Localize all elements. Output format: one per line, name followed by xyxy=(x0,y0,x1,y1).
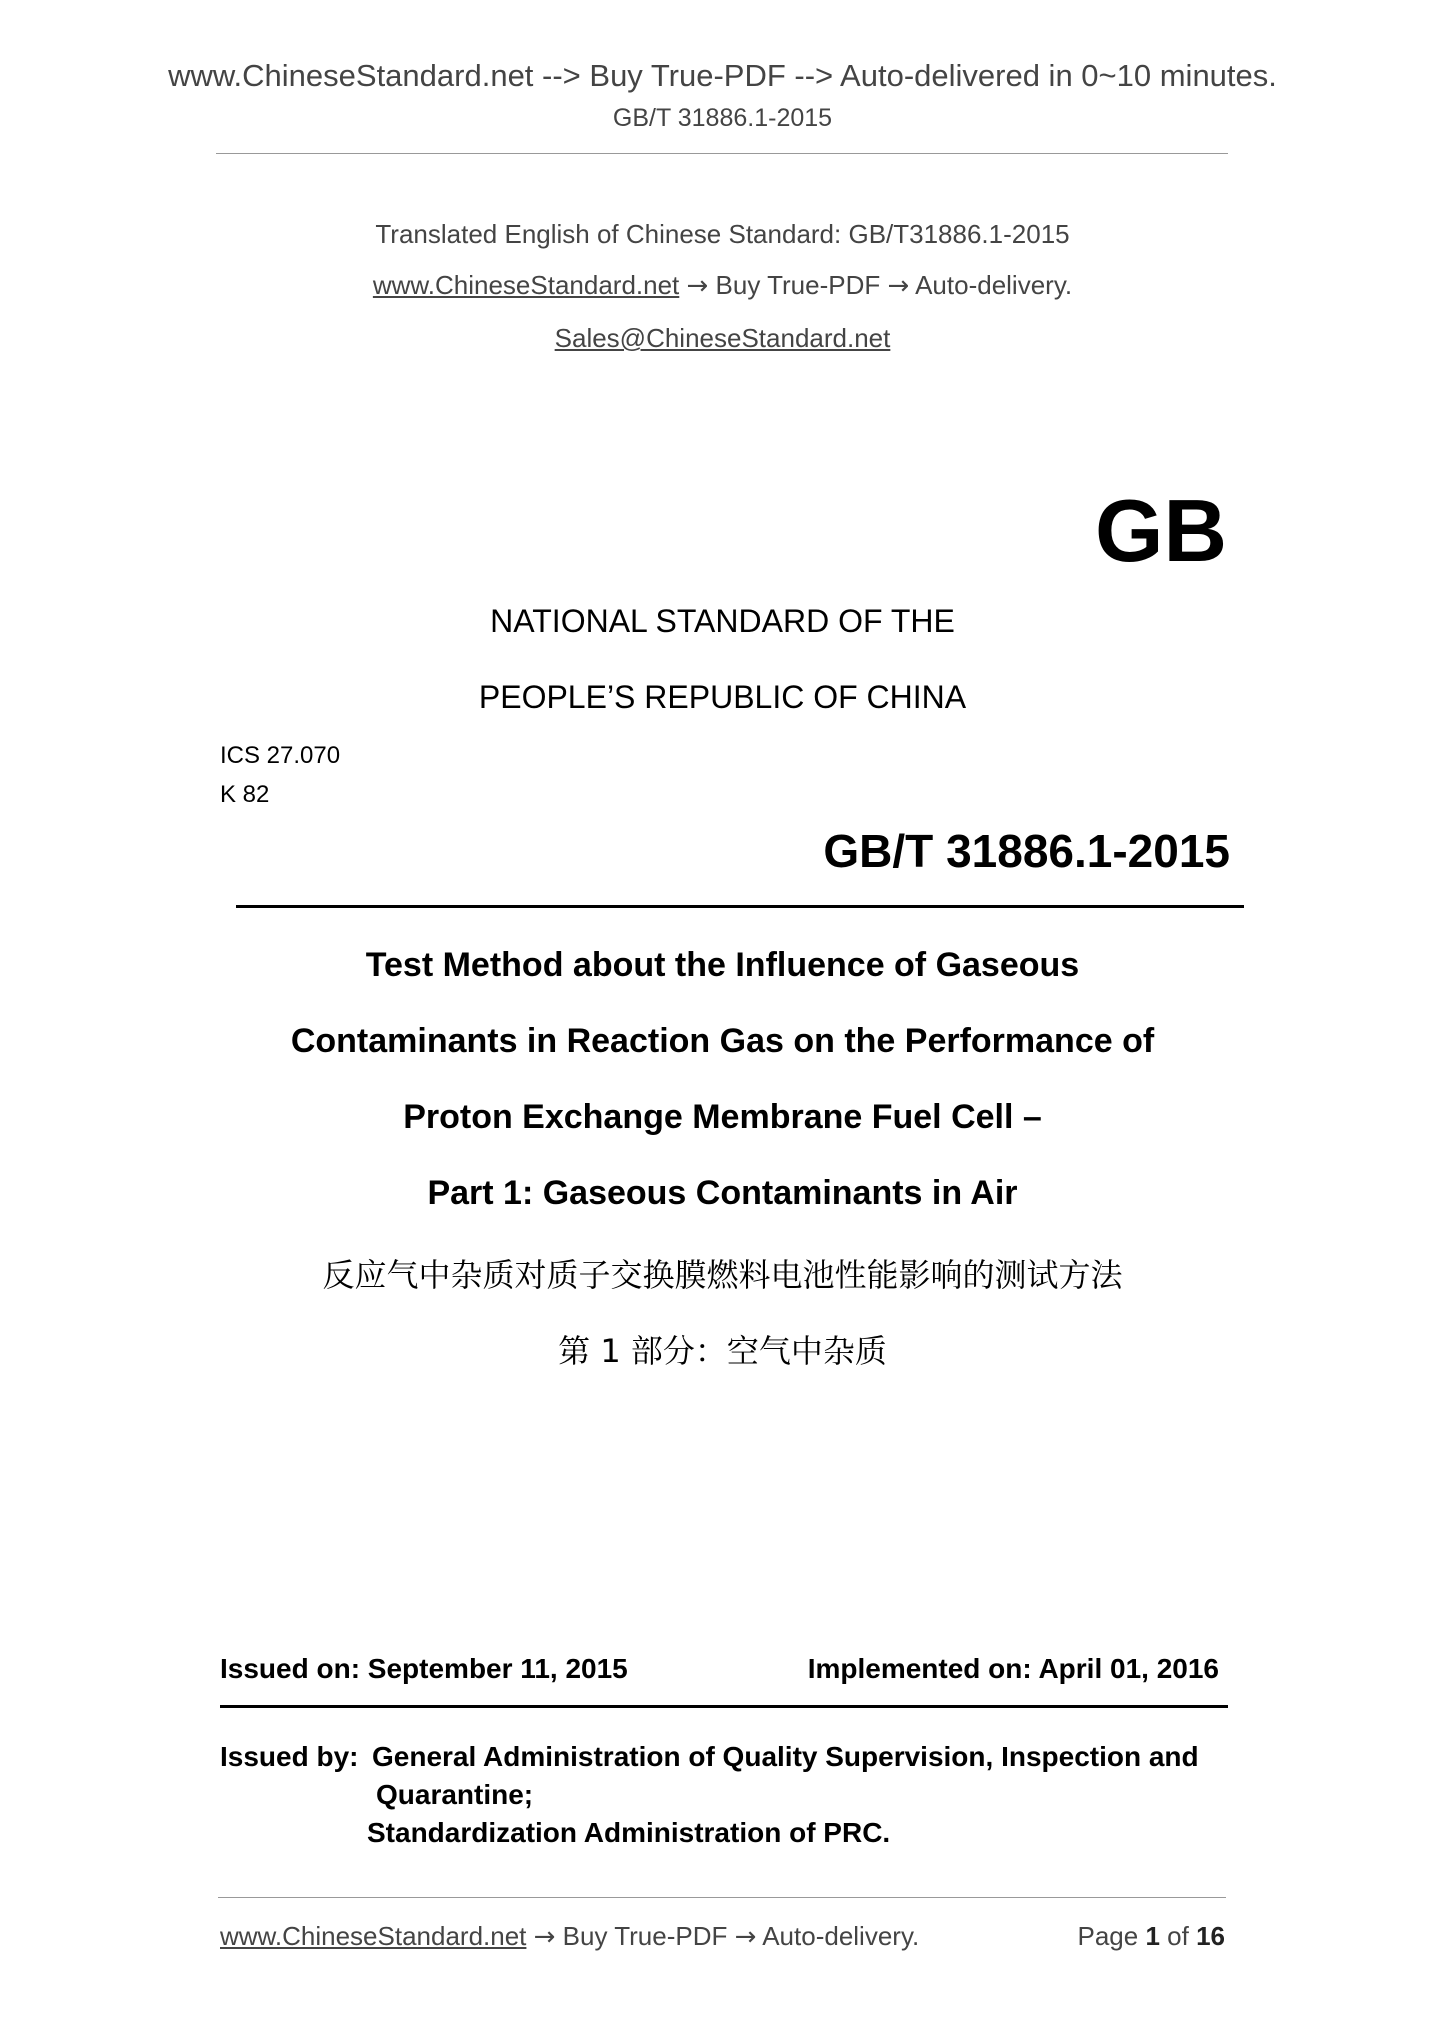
issued-on-date: Issued on: September 11, 2015 xyxy=(220,1653,628,1684)
title-line-3: Proton Exchange Membrane Fuel Cell – xyxy=(403,1098,1042,1136)
title-line-1: Test Method about the Influence of Gaseous xyxy=(365,946,1080,984)
issuer-line-1: General Administration of Quality Supervision, Inspection and xyxy=(372,1741,1199,1772)
translated-notice: Translated English of Chinese Standard: GB/T31886.1-2015 xyxy=(375,219,1070,249)
standard-number: GB/T 31886.1-2015 xyxy=(823,825,1230,877)
issued-by-label: Issued by: xyxy=(220,1741,359,1772)
page-total: 16 xyxy=(1196,1921,1225,1951)
arrow-right-icon: → xyxy=(734,1922,757,1952)
national-standard-line-1: NATIONAL STANDARD OF THE xyxy=(490,603,955,639)
banner-line-1: www.ChineseStandard.net --> Buy True-PDF --> Auto-delivered in 0~10 minutes. xyxy=(168,58,1277,93)
dates-rule xyxy=(220,1705,1228,1708)
ics-code: ICS 27.070 xyxy=(220,742,341,769)
footer-delivery-line xyxy=(220,1921,919,1952)
footer-site-link[interactable]: www.ChineseStandard.net xyxy=(220,1921,527,1951)
standard-number-rule xyxy=(236,905,1244,908)
issuer-line-2: Quarantine; xyxy=(376,1779,534,1810)
chinese-title-line-2: 第 1 部分：空气中杂质 xyxy=(558,1332,887,1370)
sales-email-link[interactable]: Sales@ChineseStandard.net xyxy=(554,323,891,353)
auto-delivery-text: Auto-delivery. xyxy=(915,270,1073,300)
page-label: Page xyxy=(1077,1921,1139,1951)
sales-line xyxy=(0,323,1445,354)
banner-divider xyxy=(216,153,1228,154)
implemented-on-date: Implemented on: April 01, 2016 xyxy=(807,1653,1219,1684)
gb-logo: GB xyxy=(1095,481,1227,580)
footer-divider xyxy=(218,1897,1226,1898)
delivery-line xyxy=(0,270,1445,301)
footer-buy-true-pdf-text: Buy True-PDF xyxy=(562,1921,728,1951)
buy-true-pdf-text: Buy True-PDF xyxy=(715,270,881,300)
k-code: K 82 xyxy=(220,781,270,808)
title-line-2: Contaminants in Reaction Gas on the Performance of xyxy=(290,1022,1155,1060)
title-line-4: Part 1: Gaseous Contaminants in Air xyxy=(427,1174,1018,1212)
page-indicator xyxy=(1077,1921,1225,1952)
chinese-title-line-1: 反应气中杂质对质子交换膜燃料电池性能影响的测试方法 xyxy=(322,1256,1123,1294)
of-label: of xyxy=(1167,1921,1189,1951)
arrow-right-icon: → xyxy=(686,271,709,301)
banner-line-2: GB/T 31886.1-2015 xyxy=(612,104,833,132)
national-standard-line-2: PEOPLE’S REPUBLIC OF CHINA xyxy=(478,679,967,715)
footer-auto-delivery-text: Auto-delivery. xyxy=(762,1921,920,1951)
arrow-right-icon: → xyxy=(533,1922,556,1952)
site-link[interactable]: www.ChineseStandard.net xyxy=(372,270,680,300)
page-number: 1 xyxy=(1145,1921,1160,1951)
arrow-right-icon: → xyxy=(887,271,910,301)
issuer-line-3: Standardization Administration of PRC. xyxy=(367,1817,891,1848)
